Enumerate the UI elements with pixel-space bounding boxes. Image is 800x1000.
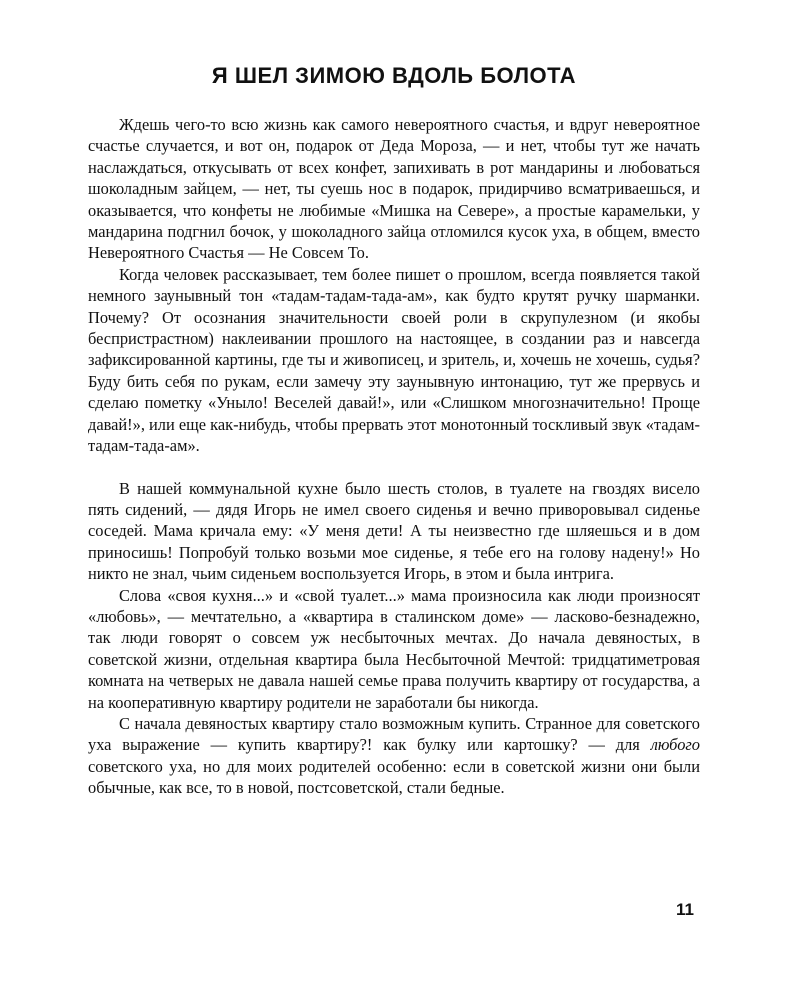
paragraph-4: Слова «своя кухня...» и «свой туалет...» мама произносила как люди произносят «любовь», — мечтательно, а «квартира в сталинском доме» — ласково-безнадежно, так люди говорят о совсем уж несбыточных мечтах. До начала девяностых, в советской жизни, отдельная квартира была Несбыточной Мечтой: тридцатиметровая комната на четверых не давала нашей семье права получить квартиру от государства, а на кооперативную квартиру родители не заработали бы никогда. [88,585,700,712]
body-text [88,114,700,799]
paragraph-2: Когда человек рассказывает, тем более пишет о прошлом, всегда появляется такой немного заунывный тон «тадам-тадам-тада-ам», как будто крутят ручку шарманки. Почему? От осознания значительности своей роли в скрупулезном (и якобы беспристрастном) наклеивании прошлого на настоящее, в создании раз и навсегда зафиксированной картины, где ты и живописец, и зритель, и, хочешь не хочешь, судья? Буду бить себя по рукам, если замечу эту заунывную интонацию, тут же прервусь и сделаю пометку «Уныло! Веселей давай!», или «Слишком многозначительно! Проще давай!», или еще как-нибудь, чтобы прервать этот монотонный тоскливый звук «тадам-тадам-тада-ам». [88,264,700,456]
paragraph-5-part-1: С начала девяностых квартиру стало возможным купить. Странное для советского уха выражение — купить квартиру?! как булку или картошку? — для [88,713,700,755]
page-number: 11 [676,900,694,919]
paragraph-3: В нашей коммунальной кухне было шесть столов, в туалете на гвоздях висело пять сидений, — дядя Игорь не имел своего сиденья и вечно приворовывал сиденье соседей. Мама кричала ему: «У меня дети! А ты неизвестно где шляешься и в дом приносишь! Попробуй только возьми мое сиденье, я тебе его на голову надену!» Но никто не знал, чьим сиденьем воспользуется Игорь, в этом и была интрига. [88,478,700,584]
section-break [88,457,700,478]
paragraph-5-part-2: советского уха, но для моих родителей особенно: если в советской жизни они были обычные, как все, то в новой, постсоветской, стали бедные. [88,756,700,798]
paragraph-5 [88,713,700,799]
paragraph-1: Ждешь чего-то всю жизнь как самого невероятного счастья, и вдруг невероятное счастье случается, и вот он, подарок от Деда Мороза, — и нет, чтобы тут же начать наслаждаться, откусывать от всех конфет, запихивать в рот мандарины и любоваться шоколадным зайцем, — нет, ты суешь нос в подарок, придирчиво всматриваешься, и оказывается, что конфеты не любимые «Мишка на Севере», а простые карамельки, у мандарина подгнил бочок, у шоколадного зайца отломился кусок уха, в общем, вместо Невероятного Счастья — Не Совсем То. [88,115,700,263]
paragraph-5-emphasis: любого [650,735,700,755]
book-page [88,62,700,962]
chapter-title: Я ШЕЛ ЗИМОЮ ВДОЛЬ БОЛОТА [211,63,577,88]
